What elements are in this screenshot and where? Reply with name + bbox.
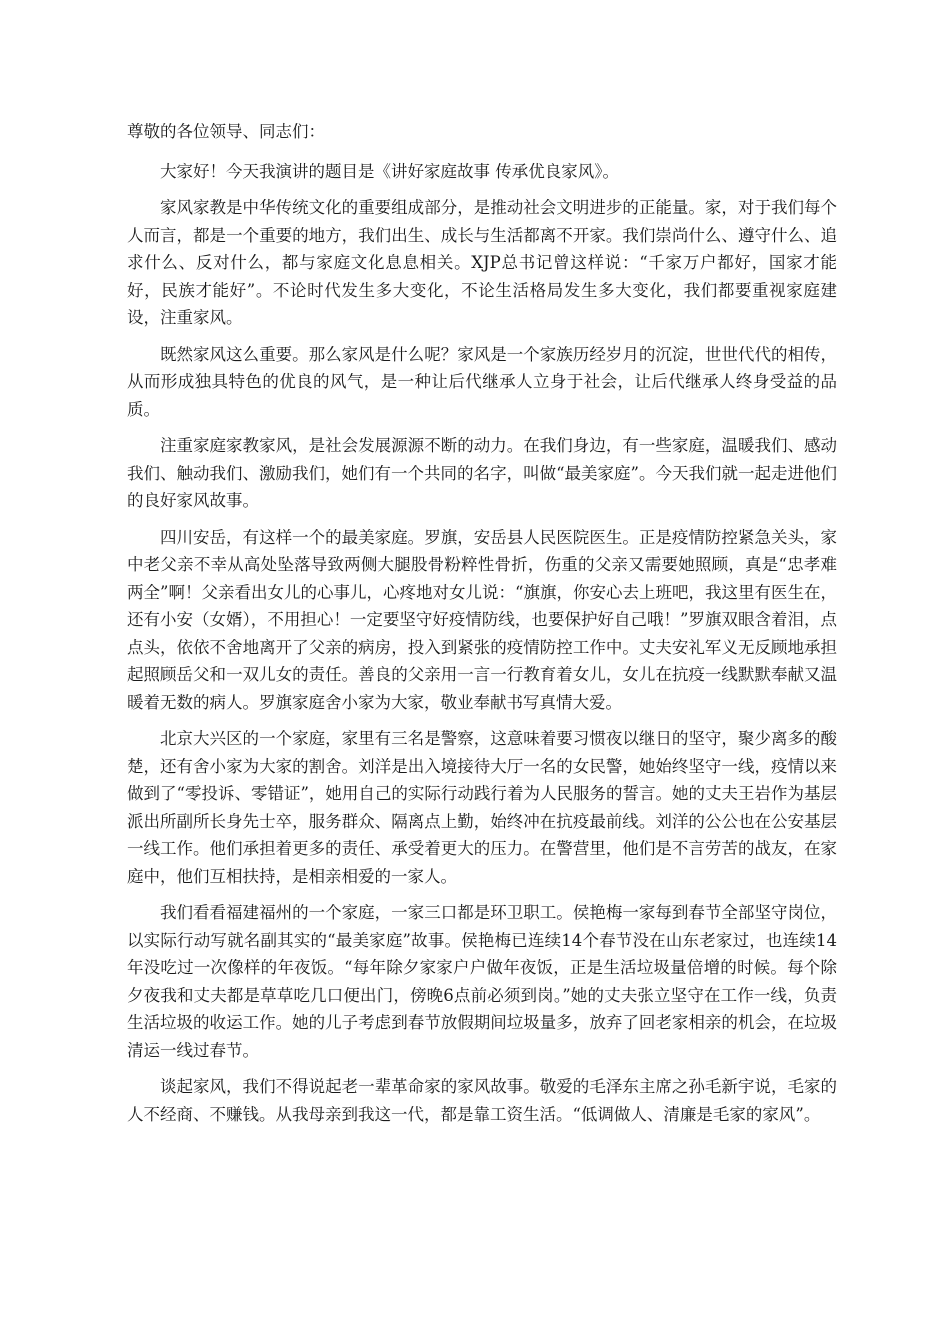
- paragraph-beijing-story: 北京大兴区的一个家庭，家里有三名是警察，这意味着要习惯夜以继日的坚守，聚少离多的酸楚，还有舍小家为大家的割舍。刘洋是出入境接待大厅一名的女民警，她始终坚守一线，疫情以来做到了“零投诉、零错证”，她用自己的实际行动践行着为人民服务的誓言。她的丈夫王岩作为基层派出所副所长身先士卒，服务群众、隔离点上勤，始终冲在抗疫最前线。刘洋的公公也在公安基层一线工作。他们承担着更多的责任、承受着更大的压力。在警营里，他们是不言劳苦的战友，在家庭中，他们互相扶持，是相亲相爱的一家人。: [127, 729, 837, 886]
- paragraph-revolutionary-family: 谈起家风，我们不得说起老一辈革命家的家风故事。敬爱的毛泽东主席之孙毛新宇说，毛家的人不经商、不赚钱。从我母亲到我这一代，都是靠工资生活。“低调做人、清廉是毛家的家风”。: [127, 1077, 837, 1124]
- paragraph-definition: 既然家风这么重要。那么家风是什么呢？家风是一个家族历经岁月的沉淀，世世代代的相传，从而形成独具特色的优良的风气，是一种让后代继承人立身于社会，让后代继承人终身受益的品质。: [127, 344, 837, 419]
- paragraph-greeting: 大家好！今天我演讲的题目是《讲好家庭故事 传承优良家风》。: [160, 161, 619, 181]
- paragraph-importance: 家风家教是中华传统文化的重要组成部分，是推动社会文明进步的正能量。家，对于我们每个人而言，都是一个重要的地方，我们出生、成长与生活都离不开家。我们崇尚什么、遵守什么、追求什么、反对什么，都与家庭文化息息相关。XJP总书记曾这样说：“千家万户都好，国家才能好，民族才能好”。不论时代发生多大变化，不论生活格局发生多大变化，我们都要重视家庭建设，注重家风。: [127, 198, 837, 327]
- paragraph-sichuan-story: 四川安岳，有这样一个的最美家庭。罗旗，安岳县人民医院医生。正是疫情防控紧急关头，家中老父亲不幸从高处坠落导致两侧大腿股骨粉粹性骨折，伤重的父亲又需要她照顾，真是“忠孝难两全”啊！父亲看出女儿的心事儿，心疼地对女儿说：“旗旗，你安心去上班吧，我这里有医生在，还有小安（女婿），不用担心！一定要坚守好疫情防线，也要保护好自己哦！”罗旗双眼含着泪，点点头，依依不舍地离开了父亲的病房，投入到紧张的疫情防控工作中。丈夫安礼军义无反顾地承担起照顾岳父和一双儿女的责任。善良的父亲用一言一行教育着女儿，女儿在抗疫一线默默奉献又温暖着无数的病人。罗旗家庭舍小家为大家，敬业奉献书写真情大爱。: [127, 527, 837, 712]
- paragraph-motivation: 注重家庭家教家风，是社会发展源源不断的动力。在我们身边，有一些家庭，温暖我们、感动我们、触动我们、激励我们，她们有一个共同的名字，叫做“最美家庭”。今天我们就一起走进他们的良好家风故事。: [127, 436, 837, 510]
- paragraph-fuzhou-story: 我们看看福建福州的一个家庭，一家三口都是环卫职工。侯艳梅一家每到春节全部坚守岗位，以实际行动写就名副其实的“最美家庭”故事。侯艳梅已连续14个春节没在山东老家过，也连续14年没吃过一次像样的年夜饭。“每年除夕家家户户做年夜饭，正是生活垃圾量倍增的时候。每个除夕夜我和丈夫都是草草吃几口便出门，傍晚6点前必须到岗。”她的丈夫张立坚守在工作一线，负责生活垃圾的收运工作。她的儿子考虑到春节放假期间垃圾量多，放弃了回老家相亲的机会，在垃圾清运一线过春节。: [127, 903, 837, 1060]
- salutation: 尊敬的各位领导、同志们：: [127, 122, 325, 141]
- document-page: [127, 110, 837, 1137]
